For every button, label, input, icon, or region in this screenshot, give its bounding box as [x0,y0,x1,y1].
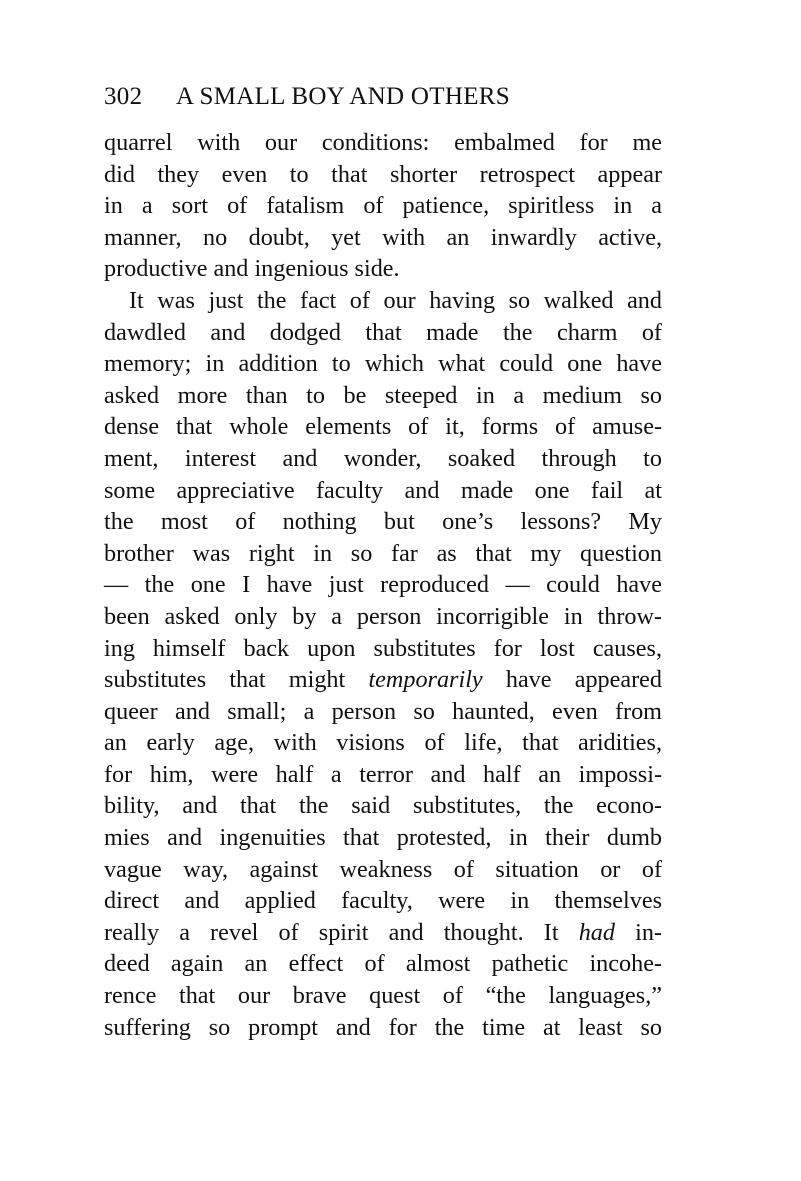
text-run: really a revel of spirit and thought. It [104,918,579,946]
italic-word: temporarily [368,666,483,694]
text-line: quarrel with our conditions: embalmed for me [104,129,662,156]
text-line: queer and small; a person so haunted, even from [104,697,662,725]
text-line: some appreciative faculty and made one fail at [104,476,662,504]
text-line: manner, no doubt, yet with an inwardly active, [104,223,662,251]
text-line: memory; in addition to which what could one have [104,350,662,378]
text-line: an early age, with visions of life, that aridities, [104,729,662,757]
text-run: in- [614,918,662,946]
text-line: did they even to that shorter retrospect appear [104,160,662,188]
text-run: substitutes that might [104,666,369,694]
text-line [104,917,662,949]
text-line: — the one I have just reproduced — could have [104,571,662,599]
text-line: dense that whole elements of it, forms of amuse- [104,413,662,441]
text-line: vague way, against weakness of situation or of [104,855,662,883]
page-number: 302 [104,83,143,110]
running-head [104,80,664,114]
text-line: deed again an effect of almost pathetic incohe- [104,950,662,978]
text-line: been asked only by a person incorrigible in throw- [104,602,662,630]
text-line: the most of nothing but one’s lessons? My [104,508,662,536]
body-text [104,127,662,1043]
text-line [104,664,662,696]
text-line: direct and applied faculty, were in themselves [104,887,662,915]
text-line: productive and ingenious side. [104,255,400,283]
text-line: for him, were half a terror and half an impossi- [104,760,662,788]
text-line: bility, and that the said substitutes, the econo- [104,792,662,820]
text-line: suffering so prompt and for the time at least so [104,1013,662,1041]
text-line: ing himself back upon substitutes for lost causes, [104,634,662,662]
text-line: mies and ingenuities that protested, in their dumb [104,824,662,852]
text-line: brother was right in so far as that my question [104,539,662,567]
text-line: ment, interest and wonder, soaked through to [104,444,662,472]
text-run: have appeared [482,666,662,694]
running-head-title: A SMALL BOY AND OTHERS [176,83,510,110]
italic-word: had [578,918,615,946]
paragraph-start-line: It was just the fact of our having so walked and [129,286,662,314]
text-line: in a sort of fatalism of patience, spiritless in a [104,192,662,220]
text-line: asked more than to be steeped in a medium so [104,381,662,409]
text-line: dawdled and dodged that made the charm of [104,318,662,346]
text-line: rence that our brave quest of “the languages,” [104,982,662,1010]
